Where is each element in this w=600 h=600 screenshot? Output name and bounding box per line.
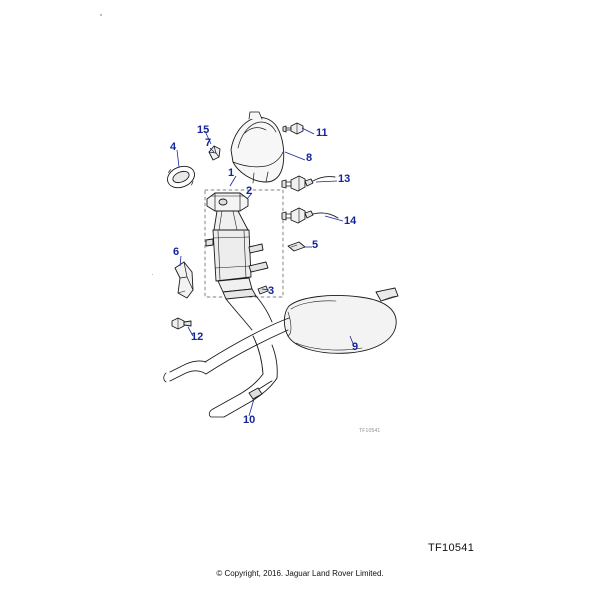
- scan-speck: [152, 274, 153, 275]
- callout-9[interactable]: 9: [352, 341, 359, 353]
- callout-15[interactable]: 15: [197, 124, 210, 136]
- hanger-bracket: [175, 262, 193, 298]
- heat-shield: [231, 112, 284, 183]
- callout-1[interactable]: 1: [228, 167, 235, 179]
- copyright-notice: © Copyright, 2016. Jaguar Land Rover Limited.: [216, 569, 384, 578]
- bolt-11: [283, 123, 303, 134]
- callout-6[interactable]: 6: [173, 246, 180, 258]
- stud-3: [258, 286, 268, 294]
- callout-7[interactable]: 7: [205, 137, 212, 149]
- part-code-label: TF10541: [428, 542, 475, 554]
- gasket-small: [288, 242, 305, 251]
- catalytic-converter: [206, 193, 275, 330]
- callout-11[interactable]: 11: [316, 127, 328, 139]
- callout-4[interactable]: 4: [170, 141, 177, 153]
- callout-5[interactable]: 5: [312, 239, 319, 251]
- callout-3[interactable]: 3: [268, 285, 275, 297]
- callout-13[interactable]: 13: [338, 173, 351, 185]
- callout-12[interactable]: 12: [191, 331, 204, 343]
- drawing-watermark: TF10541: [359, 428, 381, 434]
- callout-10[interactable]: 10: [243, 414, 256, 426]
- oxygen-sensor-upper: [282, 176, 335, 191]
- gasket-oval: [164, 162, 197, 191]
- callout-2[interactable]: 2: [246, 185, 253, 197]
- callout-8[interactable]: 8: [306, 152, 313, 164]
- scan-speck: [100, 14, 102, 16]
- rear-silencer: [164, 285, 398, 417]
- bolt-12: [172, 318, 191, 329]
- oxygen-sensor-lower: [282, 208, 338, 223]
- callout-14[interactable]: 14: [344, 215, 357, 227]
